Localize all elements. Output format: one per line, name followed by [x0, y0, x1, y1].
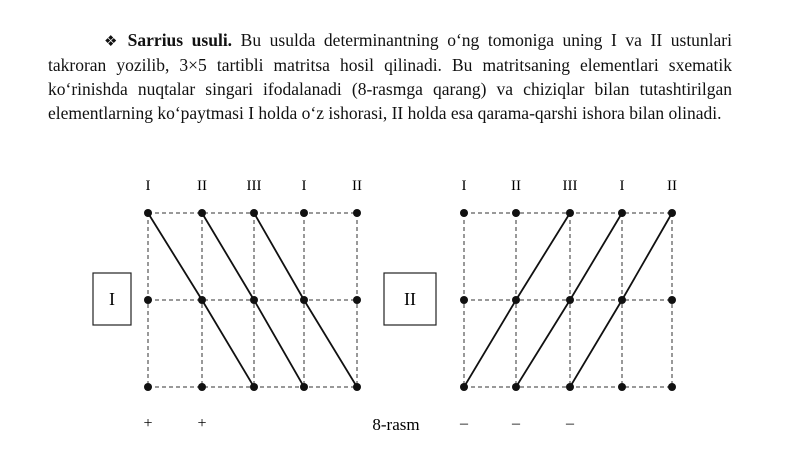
- left-box: [93, 273, 131, 325]
- column-label: II: [352, 178, 362, 194]
- matrix-element-dot: [250, 296, 258, 304]
- section-heading: Sarrius usuli.: [127, 30, 233, 50]
- column-label: I: [301, 178, 307, 194]
- column-label: I: [145, 178, 151, 194]
- matrix-element-dot: [353, 383, 361, 391]
- right-box-label: II: [404, 289, 416, 309]
- matrix-element-dot: [668, 209, 676, 217]
- matrix-element-dot: [198, 383, 206, 391]
- matrix-element-dot: [512, 383, 520, 391]
- matrix-element-dot: [353, 209, 361, 217]
- matrix-element-dot: [460, 296, 468, 304]
- column-label: II: [511, 178, 521, 194]
- right-box: [384, 273, 436, 325]
- left-diagram: [143, 178, 362, 432]
- diamond-bullet-icon: ❖: [104, 32, 122, 50]
- column-label: I: [619, 178, 625, 194]
- sign-label: –: [566, 415, 574, 432]
- matrix-element-dot: [566, 296, 574, 304]
- matrix-element-dot: [198, 209, 206, 217]
- matrix-element-dot: [300, 296, 308, 304]
- paragraph-text: Bu usulda determinantning o‘ng tomoniga uning I va II ustunlari takroran yozilib, 3×5 tartibli matritsa hosil qilinadi. Bu matritsaning elementlari sxematik ko‘rinishda nuqtalar singari ifodalanadi (8-rasmga qarang) va chiziqlar bilan tutashtirilgan elementlarning ko‘paytmasi I holda o‘z ishorasi, II holda esa qarama-qarshi ishora bilan olinadi.: [48, 30, 732, 123]
- matrix-element-dot: [198, 296, 206, 304]
- column-label: II: [197, 178, 207, 194]
- sign-label: +: [197, 415, 207, 432]
- matrix-element-dot: [144, 209, 152, 217]
- sign-label: +: [143, 415, 153, 432]
- column-label: III: [246, 178, 262, 194]
- matrix-element-dot: [618, 383, 626, 391]
- matrix-element-dot: [668, 296, 676, 304]
- matrix-element-dot: [460, 383, 468, 391]
- matrix-element-dot: [512, 209, 520, 217]
- right-diagram: [459, 178, 677, 432]
- matrix-element-dot: [512, 296, 520, 304]
- matrix-element-dot: [250, 209, 258, 217]
- sarrius-paragraph: [48, 28, 732, 125]
- matrix-element-dot: [144, 383, 152, 391]
- matrix-element-dot: [300, 383, 308, 391]
- matrix-element-dot: [460, 209, 468, 217]
- sarrius-diagram: [0, 160, 800, 449]
- matrix-element-dot: [566, 383, 574, 391]
- matrix-element-dot: [668, 383, 676, 391]
- matrix-element-dot: [250, 383, 258, 391]
- column-label: II: [667, 178, 677, 194]
- figure-caption: 8-rasm: [372, 415, 420, 434]
- matrix-element-dot: [353, 296, 361, 304]
- left-box-label: I: [109, 289, 115, 309]
- sign-label: –: [460, 415, 468, 432]
- sign-label: –: [512, 415, 520, 432]
- matrix-element-dot: [618, 296, 626, 304]
- column-label: I: [461, 178, 467, 194]
- column-label: III: [562, 178, 578, 194]
- matrix-element-dot: [144, 296, 152, 304]
- matrix-element-dot: [300, 209, 308, 217]
- matrix-element-dot: [618, 209, 626, 217]
- matrix-element-dot: [566, 209, 574, 217]
